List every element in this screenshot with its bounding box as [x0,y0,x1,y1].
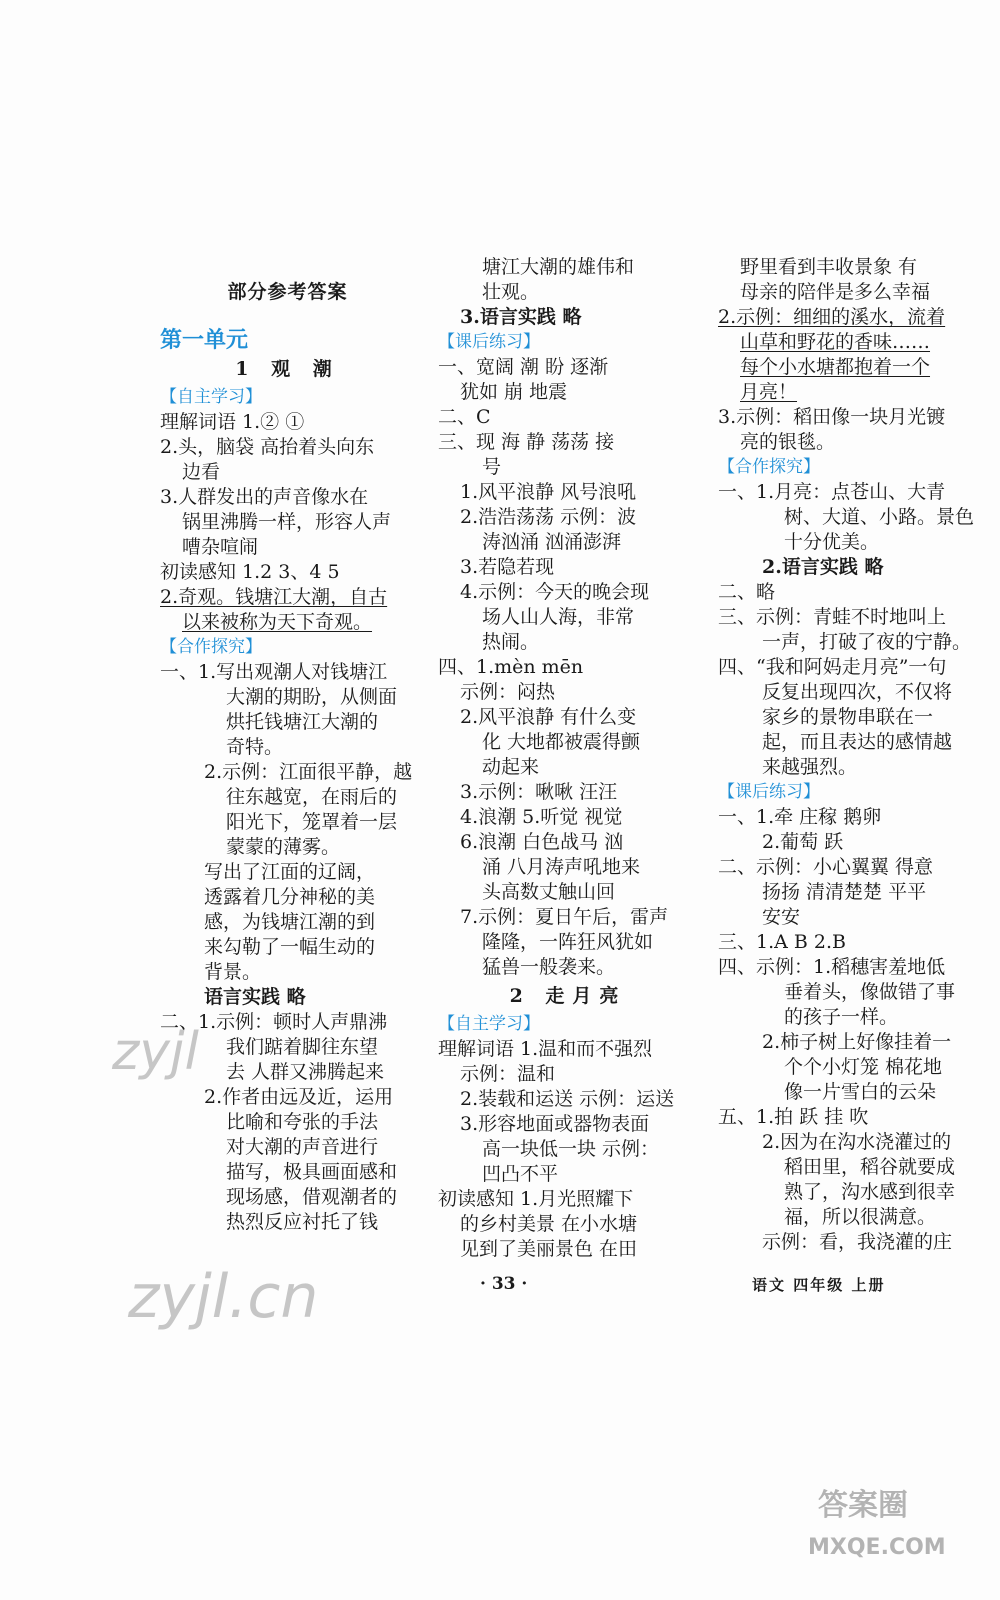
answer-line: 福，所以很满意。 [784,1206,937,1228]
lesson-title: 1 观 潮 [235,358,340,380]
answer-line: 高一块低一块 示例： [482,1138,660,1160]
answer-line: 蒙蒙的薄雾。 [226,836,341,858]
answer-line: 理解词语 1.温和而不强烈 [438,1038,653,1060]
answer-line: 一、1.写出观潮人对钱塘江 [160,661,388,683]
answer-line: 2.头，脑袋 高抬着头向东 [160,436,375,458]
answer-line [160,610,415,635]
page-number: · 33 · [480,1274,528,1294]
answer-line: 一、1.牵 庄稼 鹅卵 [718,806,882,828]
answer-line: 涌 八月涛声吼地来 [482,856,641,878]
answer-line: 塘江大潮的雄伟和 [482,256,635,278]
answer-line: 一、宽阔 潮 盼 逐渐 [438,356,609,378]
answer-line: 起，而且表达的感情越 [762,731,953,753]
answer-line: 动起来 [482,756,540,778]
answer-line: 2.示例：江面很平静，越 [204,761,413,783]
underlined-text: 每个小水塘都抱着一个 [740,356,931,378]
column-middle-body [438,255,698,1262]
answer-line: 三、示例：青蛙不时地叫上 [718,606,947,628]
lesson-title: 2 走月亮 [509,985,627,1007]
column-right-body [718,255,980,1255]
answer-line: 壮观。 [482,281,540,303]
answer-line: 的孩子一样。 [784,1006,899,1028]
tag-cooperate: 【合作探究】 [160,637,262,657]
answer-line: 隆隆，一阵狂风犹如 [482,931,654,953]
answer-line: 7.示例：夏日午后，雷声 [460,906,669,928]
answer-line: 稻田里，稻谷就要成 [784,1156,956,1178]
answer-line: 初读感知 1.2 3、4 5 [160,561,340,583]
answer-line: 号 [482,456,502,478]
answer-line: 三、1.A B 2.B [718,931,846,953]
tag-cooperate: 【合作探究】 [718,457,820,477]
answer-line: 猛兽一般袭来。 [482,956,616,978]
answer-line: 3.示例：啾啾 汪汪 [460,781,618,803]
answer-line: 我们踮着脚往东望 [226,1036,379,1058]
answer-line: 化 大地都被震得颤 [482,731,641,753]
tag-self-study: 【自主学习】 [160,387,262,407]
watermark-logo: 答案圈 [818,1488,908,1523]
answer-line: 烘托钱塘江大潮的 [226,711,379,733]
answer-line: 来越强烈。 [762,756,858,778]
answer-line: 的乡村美景 在小水塘 [460,1213,638,1235]
answer-line: 二、1.示例：顿时人声鼎沸 [160,1011,388,1033]
answer-line: 3.形容地面或器物表面 [460,1113,650,1135]
answer-line [718,305,980,330]
answer-line: 二、略 [718,581,776,603]
answer-line: 野里看到丰收景象 有 [740,256,918,278]
answer-line: 1.风平浪静 风号浪吼 [460,481,637,503]
answer-line [160,585,415,610]
answer-line: 2.葡萄 跃 [762,831,844,853]
answer-line: 四、1.mèn mēn [438,656,584,678]
answer-line: 示例：温和 [460,1063,556,1085]
answer-line: 四、示例：1.稻穗害羞地低 [718,956,946,978]
answer-line: 垂着头，像做错了事 [784,981,956,1003]
column-right [718,255,980,1255]
answer-line: 2.作者由远及近，运用 [204,1086,394,1108]
underlined-text: 2.奇观。钱塘江大潮，自古 [160,586,388,608]
answer-line: 现场感，借观潮者的 [226,1186,398,1208]
underlined-text: 月亮！ [740,381,798,403]
answer-line: 十分优美。 [784,531,880,553]
answer-line: 场人山人海，非常 [482,606,635,628]
watermark-url: MXQE.COM [808,1535,946,1560]
answer-line: 去 人群又沸腾起来 [226,1061,385,1083]
answer-line: 四、“我和阿妈走月亮”一句 [718,656,947,678]
answer-line: 二、C [438,406,491,428]
answer-line: 示例：看，我浇灌的庄 [762,1231,953,1253]
answer-line: 亮的银毯。 [740,431,836,453]
page-footer: 语文 四年级 上册 [752,1276,886,1294]
column-middle [438,255,698,1262]
answer-line: 2.浩浩荡荡 示例：波 [460,506,637,528]
answer-line: 3.人群发出的声音像水在 [160,486,369,508]
answer-line: 热烈反应衬托了钱 [226,1211,379,1233]
answer-line: 2.语言实践 略 [762,556,884,578]
answer-line: 大潮的期盼，从侧面 [226,686,398,708]
answer-line: 五、1.拍 跃 挂 吹 [718,1106,869,1128]
answer-line: 3.若隐若现 [460,556,555,578]
answer-line: 2.因为在沟水浇灌过的 [762,1131,952,1153]
page-title: 部分参考答案 [227,281,348,303]
answer-line: 2.装载和运送 示例：运送 [460,1088,675,1110]
unit-heading: 第一单元 [160,328,249,353]
answer-line: 母亲的陪伴是多么幸福 [740,281,931,303]
answer-line: 初读感知 1.月光照耀下 [438,1188,634,1210]
answer-line: 三、现 海 静 荡荡 接 [438,431,615,453]
answer-line: 奇特。 [226,736,284,758]
answer-line: 树、大道、小路。景色 [784,506,975,528]
answer-line: 反复出现四次，不仅将 [762,681,953,703]
answer-line: 二、示例：小心翼翼 得意 [718,856,934,878]
answer-line: 嘈杂喧闹 [182,536,259,558]
answer-line: 4.示例：今天的晚会现 [460,581,650,603]
answer-line: 2.风平浪静 有什么变 [460,706,637,728]
answer-line [718,330,980,355]
answer-line: 对大潮的声音进行 [226,1136,379,1158]
answer-line: 来勾勒了一幅生动的 [204,936,376,958]
answer-line: 锅里沸腾一样，形容人声 [182,511,392,533]
answer-line: 理解词语 1.② ① [160,411,305,433]
watermark: zyjl [112,1022,199,1082]
answer-line: 阳光下，笼罩着一层 [226,811,398,833]
answer-line: 见到了美丽景色 在田 [460,1238,638,1260]
answer-line: 往东越宽，在雨后的 [226,786,398,808]
answer-line: 一声，打破了夜的宁静。 [762,631,972,653]
underlined-text: 山草和野花的香味…… [740,331,931,353]
answer-line: 感，为钱塘江潮的到 [204,911,376,933]
column-left [160,255,415,1235]
answer-line: 犹如 崩 地震 [460,381,568,403]
answer-line: 边看 [182,461,221,483]
answer-line: 3.语言实践 略 [460,306,582,328]
answer-line: 个个小灯笼 棉花地 [784,1056,943,1078]
answer-line: 涛汹涌 汹涌澎湃 [482,531,622,553]
tag-self-study: 【自主学习】 [438,1014,540,1034]
answer-line: 家乡的景物串联在一 [762,706,934,728]
underlined-text: 2.示例：细细的溪水，流着 [718,306,946,328]
watermark: zyjl.cn [128,1262,319,1332]
answer-line: 热闹。 [482,631,540,653]
tag-after-class: 【课后练习】 [438,332,540,352]
answer-line [718,355,980,380]
answer-line: 透露着几分神秘的美 [204,886,376,908]
answer-line [718,380,980,405]
underlined-text: 以来被称为天下奇观。 [182,611,373,633]
answer-line: 4.浪潮 5.听觉 视觉 [460,806,623,828]
answer-line: 安安 [762,906,801,928]
answer-line: 3.示例：稻田像一块月光镀 [718,406,946,428]
tag-after-class: 【课后练习】 [718,782,820,802]
answer-line: 像一片雪白的云朵 [784,1081,937,1103]
answer-line: 描写，极具画面感和 [226,1161,398,1183]
column-left-body [160,357,415,1235]
answer-line: 2.柿子树上好像挂着一 [762,1031,952,1053]
answer-line: 一、1.月亮：点苍山、大青 [718,481,946,503]
answer-line: 比喻和夸张的手法 [226,1111,379,1133]
answer-line: 熟了，沟水感到很幸 [784,1181,956,1203]
answer-line: 头高数丈触山回 [482,881,616,903]
answer-line: 语言实践 略 [204,986,306,1008]
answer-line: 背景。 [204,961,262,983]
answer-line: 扬扬 清清楚楚 平平 [762,881,927,903]
answer-line: 写出了江面的辽阔， [204,861,376,883]
answer-line: 示例：闷热 [460,681,556,703]
answer-line: 6.浪潮 白色战马 汹 [460,831,624,853]
answer-line: 凹凸不平 [482,1163,559,1185]
